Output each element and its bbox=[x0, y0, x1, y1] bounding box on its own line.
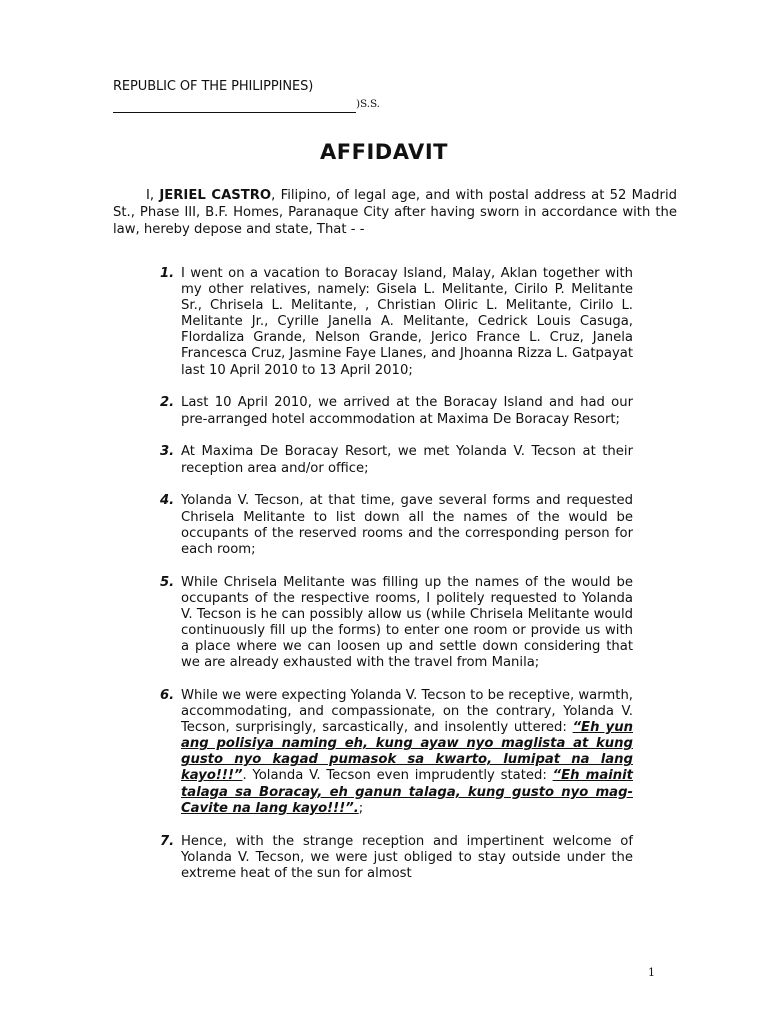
page-number: 1 bbox=[648, 966, 655, 979]
affiant-name: JERIEL CASTRO bbox=[159, 188, 272, 203]
statement-text: I went on a vacation to Boracay Island, Malay, Aklan together with my other relatives, namely: Gisela L. Melitante, Cirilo P. Melitante Sr., Chrisela L. Melitante, , Christian Oliric L. Melitante, Cirilo L. Melitante Jr., Cyrille Janella A. Melitante, Cedrick Louis Casuga, Flordaliza Grande, Nelson Grande, Jerico France L. Cruz, Janela Francesca Cruz, Jasmine Faye Llanes, and Jhoanna Rizza L. Gatpayat last 10 April 2010 to 13 April 2010; bbox=[181, 266, 633, 378]
statement-item-6 bbox=[147, 688, 633, 817]
statement-number: 3. bbox=[160, 444, 175, 460]
statement-text: Last 10 April 2010, we arrived at the Boracay Island and had our pre-arranged hotel accommodation at Maxima De Boracay Resort; bbox=[181, 395, 633, 427]
document-title: AFFIDAVIT bbox=[320, 140, 448, 164]
statement-text-part-a: While we were expecting Yolanda V. Tecson to be receptive, warmth, accommodating, and compassionate, on the contrary, Yolanda V. Tecson, surprisingly, sarcastically, and insolently uttered: bbox=[181, 687, 633, 736]
venue-blank-line bbox=[113, 100, 356, 113]
numbered-statements bbox=[147, 266, 633, 899]
venue-ss-label: )S.S. bbox=[356, 98, 380, 110]
statement-text: At Maxima De Boracay Resort, we met Yolanda V. Tecson at their reception area and/or office; bbox=[181, 444, 633, 476]
statement-number: 5. bbox=[160, 574, 175, 590]
statement-number: 7. bbox=[160, 833, 175, 849]
statement-item-2 bbox=[147, 395, 633, 427]
statement-item-4 bbox=[147, 493, 633, 557]
statement-item-1 bbox=[147, 266, 633, 379]
statement-number: 2. bbox=[160, 395, 175, 411]
quoted-utterance-2: “Eh mainit talaga sa Boracay, eh ganun talaga, kung gusto nyo mag-Cavite na lang kayo!!!”. bbox=[181, 768, 633, 816]
statement-item-5 bbox=[147, 575, 633, 672]
statement-text-part-c: ; bbox=[358, 800, 364, 816]
venue-republic-line: REPUBLIC OF THE PHILIPPINES) bbox=[113, 79, 314, 94]
venue-ss-line bbox=[113, 96, 380, 113]
statement-number: 1. bbox=[160, 266, 175, 281]
statement-text: Hence, with the strange reception and impertinent welcome of Yolanda V. Tecson, we were just obliged to stay outside under the extreme heat of the sun for almost bbox=[181, 833, 633, 881]
statement-item-7 bbox=[147, 834, 633, 882]
statement-text: Yolanda V. Tecson, at that time, gave several forms and requested Chrisela Melitante to list down all the names of the would be occupants of the reserved rooms and the corresponding person for each room; bbox=[181, 493, 633, 557]
intro-body: , Filipino, of legal age, and with postal address at 52 Madrid St., Phase III, B.F. Homes, Paranaque City after having sworn in accordance with the law, hereby depose and state, That - - bbox=[113, 188, 677, 238]
intro-paragraph bbox=[113, 187, 677, 239]
statement-number: 4. bbox=[160, 493, 175, 509]
statement-item-3 bbox=[147, 444, 633, 476]
statement-number: 6. bbox=[160, 687, 175, 703]
intro-prefix: I, bbox=[146, 188, 160, 203]
statement-text: While Chrisela Melitante was filling up the names of the would be occupants of the respective rooms, I politely requested to Yolanda V. Tecson is he can possibly allow us (while Chrisela Melitante would continuously fill up the forms) to enter one room or provide us with a place where we can loosen up and settle down considering that we are already exhausted with the travel from Manila; bbox=[181, 574, 633, 671]
statement-text-part-b: . Yolanda V. Tecson even imprudently stated: bbox=[242, 768, 553, 784]
quoted-utterance-1: “Eh yun ang polisiya naming eh, kung ayaw nyo maglista at kung gusto nyo kagad pumasok sa kwarto, lumipat na lang kayo!!!” bbox=[181, 720, 634, 784]
venue-caption bbox=[113, 78, 380, 113]
